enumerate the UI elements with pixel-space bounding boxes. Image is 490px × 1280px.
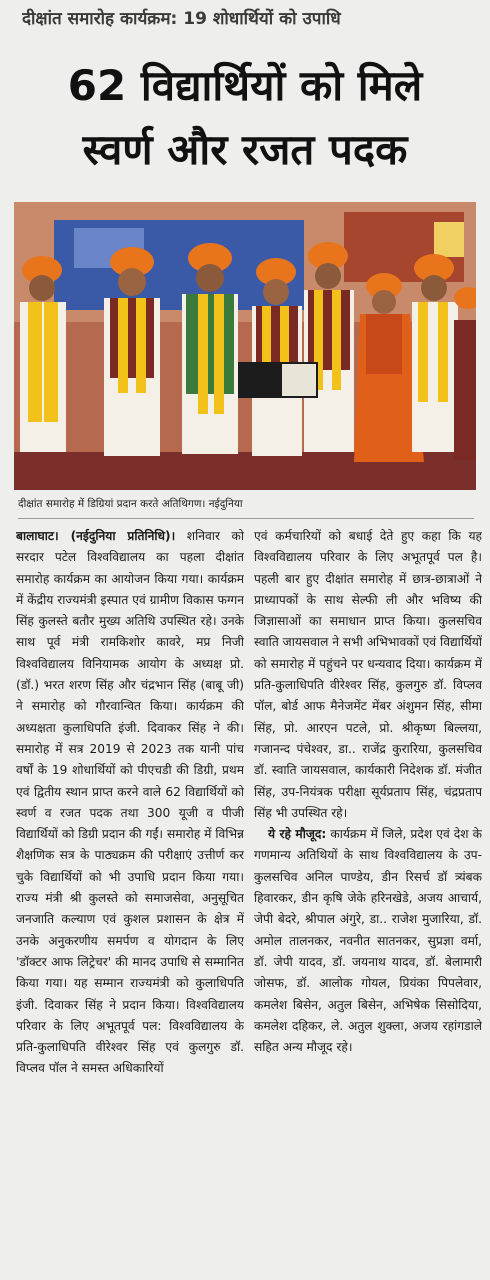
article-column-right <box>254 526 482 1271</box>
dateline: बालाघाट। (नईदुनिया प्रतिनिधि)। <box>16 529 176 543</box>
article-text-left: शनिवार को सरदार पटेल विश्वविद्यालय का पहला दीक्षांत समारोह कार्यक्रम का आयोजन किया गया। कार्यक्रम में केंद्रीय राज्यमंत्री इस्पात एवं ग्रामीण विकास फग्गन सिंह कुलस्ते बतौर मुख्य अतिथि उपस्थित रहे। उनके साथ पूर्व मंत्री रामकिशोर कावरे, मप्र निजी विश्वविद्यालय विनियामक आयोग के अध्यक्ष प्रो. (डॉ.) भरत शरण सिंह और चंद्रभान सिंह (बाबू जी) ने समारोह को गौरवान्वित किया। कार्यक्रम की अध्यक्षता कुलाधिपति इंजी. दिवाकर सिंह ने की। समारोह में सत्र 2019 से 2023 तक यानी पांच वर्षों के 19 शोधार्थियों को पीएचडी की डिग्री, प्रथम एवं द्वितीय स्थान प्राप्त करने वाले 62 विद्यार्थियों को स्वर्ण व रजत पदक तथा 300 यूजी व पीजी विद्यार्थियों को डिग्री प्रदान की गईं। समारोह में विभिन्न शैक्षणिक सत्र के पाठ्यक्रम की परीक्षाएं उत्तीर्ण कर चुके विद्यार्थियों को भी उपाधि प्रदान किया गया। राज्य मंत्री श्री कुलस्ते को समाजसेवा, अनुसूचित जनजाति कल्याण एवं कुशल प्रशासन के क्षेत्र में उनके अनुकरणीय समर्पण व योगदान के लिए 'डॉक्टर आफ लिट्रेचर' की मानद उपाधि से सम्मानित किया गया। यह सम्मान राज्यमंत्री को कुलाधिपति इंजी. दिवाकर सिंह ने प्रदान किया। विश्वविद्यालय परिवार के लिए अभूतपूर्व पल: विश्वविद्यालय के प्रति-कुलाधिपति वीरेश्वर सिंह एवं कुलगुरु डॉ. विप्लव पॉल ने समस्त अधिकारियों <box>16 529 244 1076</box>
article-text-present: कार्यक्रम में जिले, प्रदेश एवं देश के गणमान्य अतिथियों के साथ विश्वविद्यालय के उप-कुलसचिव अनिल पाण्डेय, डीन रिसर्च डॉ त्र्यंबक हिवारकर, डीन कृषि जेके हरिनखेडे, अजय आचार्य, जेपी बेदरे, श्रीपाल अंगुरे, डा.. राजेश मुजारिया, डॉ. अमोल तालनकर, नवनीत सातनकर, सुप्रज्ञा वर्मा, डॉ. जेपी यादव, डॉ. जयनाथ यादव, डॉ. बेलामारी जोसफ, डॉ. आलोक गोयल, प्रियंका पिपलेवार, कमलेश बिसेन, अतुल बिसेन, अभिषेक सिसोदिया, कमलेश दहिकर, ले. अतुल शुक्ला, अजय रहांगडाले सहित अन्य मौजूद रहे। <box>254 827 482 1055</box>
ceremony-photo-illustration <box>14 202 476 490</box>
headline-line-1: 62 विद्यार्थियों को मिले <box>67 61 423 110</box>
article-text-right: एवं कर्मचारियों को बधाई देते हुए कहा कि यह विश्वविद्यालय परिवार के लिए अभूतपूर्व पल है। पहली बार हुए दीक्षांत समारोह में छात्र-छात्राओं ने प्राध्यापकों के साथ सेल्फी ली और भविष्य की जिज्ञासाओं का समाधान प्राप्त किया। कुलसचिव स्वाति जायसवाल ने सभी अभिभावकों एवं विद्यार्थियों को समारोह में पहुंचने पर धन्यवाद दिया। कार्यक्रम में प्रति-कुलाधिपति वीरेश्वर सिंह, कुलगुरु डॉ. विप्लव पॉल, बोर्ड आफ मैनेजमेंट मेंबर अंशुमन सिंह, सीमा सिंह, प्रो. आरएन पटले, प्रो. श्रीकृष्ण बिल्लया, गजानन्द पंचेश्वर, डा.. राजेंद्र कुरारिया, कुलसचिव डॉ. स्वाति जायसवाल, कार्यकारी निदेशक डॉ. मंजीत सिंह, उप-नियंत्रक परीक्षा सूर्यप्रताप सिंह, चंद्रप्रताप सिंह भी उपस्थित रहे। <box>254 529 482 820</box>
headline <box>10 54 480 182</box>
divider <box>18 518 474 519</box>
photo-caption: दीक्षांत समारोह में डिग्रियां प्रदान करते अतिथिगण। नईदुनिया <box>18 498 243 510</box>
article-paragraph-present <box>254 824 482 1058</box>
headline-line-2: स्वर्ण और रजत पदक <box>82 125 408 174</box>
article-column-left <box>16 526 244 1271</box>
subhead-present: ये रहे मौजूद: <box>268 827 327 842</box>
section-kicker: दीक्षांत समारोह कार्यक्रम: 19 शोधार्थियों को उपाधि <box>22 9 341 29</box>
news-photo <box>14 202 476 490</box>
article-paragraph <box>16 526 244 1080</box>
